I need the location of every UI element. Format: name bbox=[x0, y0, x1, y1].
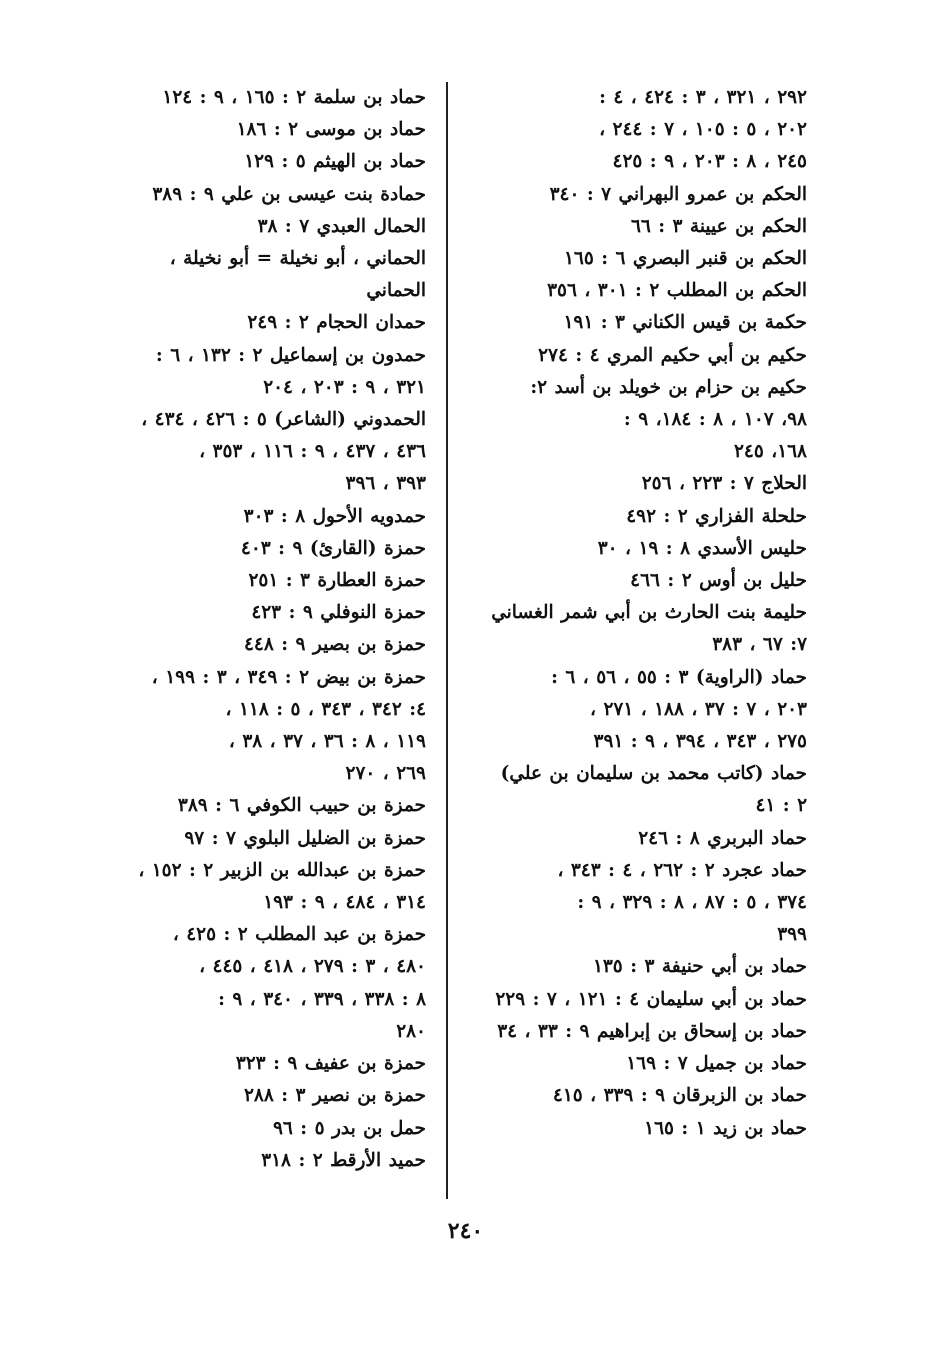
index-line: حماد بن جميل ٧ : ١٦٩ bbox=[626, 1053, 807, 1075]
index-line: حماد بن سلمة ٢ : ١٦٥ ، ٩ : ١٢٤ bbox=[162, 87, 426, 108]
index-line: ٢ : ٤١ bbox=[755, 795, 807, 817]
index-line: الحماني ، أبو نخيلة = أبو نخيلة ، bbox=[169, 248, 426, 270]
index-line: حلحلة الفزاري ٢ : ٤٩٢ bbox=[626, 505, 807, 527]
index-line: حميد الأرقط ٢ : ٣١٨ bbox=[261, 1149, 426, 1171]
index-line: ٣٧٤ ، ٥ : ٨٧ ، ٨ : ٣٢٩ ، ٩ : bbox=[577, 892, 807, 914]
index-line: ٢٩٢ ، ٣٢١ ، ٣ : ٤٢٤ ، ٤ : bbox=[599, 87, 807, 108]
index-line: حمدان الحجام ٢ : ٢٤٩ bbox=[247, 312, 426, 334]
index-line: ٣٢١ ، ٩ : ٢٠٣ ، ٢٠٤ bbox=[263, 376, 426, 398]
index-line: حكيم بن أبي حكيم المري ٤ : ٢٧٤ bbox=[538, 344, 807, 366]
index-line: حليمة بنت الحارث بن أبي شمر الغساني bbox=[491, 602, 807, 624]
index-line: ٣٩٩ bbox=[777, 924, 807, 946]
index-line: حماد بن أبي سليمان ٤ : ١٢١ ، ٧ : ٢٢٩ bbox=[495, 988, 807, 1010]
index-line: ١٦٨، ٢٤٥ bbox=[733, 441, 807, 463]
index-line: حمزة بن حبيب الكوفي ٦ : ٣٨٩ bbox=[177, 795, 426, 817]
index-line: حمزة العطارة ٣ : ٢٥١ bbox=[248, 570, 426, 592]
index-line: حماد البربري ٨ : ٢٤٦ bbox=[638, 827, 807, 849]
index-line: الحكم بن المطلب ٢ : ٣٠١ ، ٣٥٦ bbox=[547, 280, 807, 302]
index-line: حمزة بن بصير ٩ : ٤٤٨ bbox=[243, 634, 426, 656]
index-line: حمدويه الأحول ٨ : ٣٠٣ bbox=[243, 505, 426, 527]
index-line: ١١٩ ، ٨ : ٣٦ ، ٣٧ ، ٣٨ ، bbox=[228, 731, 426, 753]
index-line: حكيم بن حزام بن خويلد بن أسد ٢: bbox=[530, 376, 807, 398]
index-line: الحمال العبدي ٧ : ٣٨ bbox=[257, 215, 426, 237]
index-line: الحماني bbox=[366, 280, 426, 302]
index-line: حماد بن أبي حنيفة ٣ : ١٣٥ bbox=[592, 956, 807, 978]
index-line: الحلاج ٧ : ٢٢٣ ، ٢٥٦ bbox=[641, 473, 807, 495]
index-line: ٢٧٥ ، ٣٤٣ ، ٣٩٤ ، ٩ : ٣٩١ bbox=[593, 731, 807, 753]
index-line: حمزة بن نصير ٣ : ٢٨٨ bbox=[243, 1085, 426, 1107]
index-line: حماد بن زيد ١ : ١٦٥ bbox=[644, 1117, 807, 1139]
index-line: حمزة النوفلي ٩ : ٤٢٣ bbox=[251, 602, 426, 624]
index-line: حليل بن أوس ٢ : ٤٦٦ bbox=[630, 570, 807, 592]
index-line: حمادة بنت عيسى بن علي ٩ : ٣٨٩ bbox=[152, 183, 426, 205]
index-line: حماد بن الهيثم ٥ : ١٢٩ bbox=[244, 151, 426, 173]
index-column-left bbox=[88, 82, 426, 1177]
index-line: ٢٦٩ ، ٢٧٠ bbox=[345, 763, 426, 785]
index-line: حماد عجرد ٢ : ٢٦٢ ، ٤ : ٣٤٣ ، bbox=[557, 859, 807, 881]
index-line: ٣١٤ ، ٤٨٤ ، ٩ : ١٩٣ bbox=[263, 892, 426, 914]
index-line: ٤: ٣٤٢ ، ٣٤٣ ، ٥ : ١١٨ ، bbox=[225, 698, 426, 720]
index-line: حماد (الراوية) ٣ : ٥٥ ، ٥٦ ، ٦ : bbox=[551, 666, 807, 688]
index-line: حماد بن إسحاق بن إبراهيم ٩ : ٣٣ ، ٣٤ bbox=[497, 1020, 807, 1042]
index-line: ٨ : ٣٣٨ ، ٣٣٩ ، ٣٤٠ ، ٩ : bbox=[218, 988, 426, 1010]
index-line: الحمدوني (الشاعر) ٥ : ٤٢٦ ، ٤٣٤ ، bbox=[141, 409, 426, 431]
index-line: ٢٤٥ ، ٨ : ٢٠٣ ، ٩ : ٤٢٥ bbox=[612, 151, 807, 173]
column-divider bbox=[446, 82, 448, 1199]
page-number: ٢٤٠ bbox=[447, 1218, 484, 1244]
index-column-right bbox=[465, 82, 807, 1145]
index-line: حمزة بن الضليل البلوي ٧ : ٩٧ bbox=[184, 827, 426, 849]
index-line: ٣٩٣ ، ٣٩٦ bbox=[345, 473, 426, 495]
index-line: ٤٨٠ ، ٣ : ٢٧٩ ، ٤١٨ ، ٤٤٥ ، bbox=[199, 956, 426, 978]
index-line: ٢٠٢ ، ٥ : ١٠٥ ، ٧ : ٢٤٤ ، bbox=[599, 119, 807, 141]
index-line: ٢٠٣ ، ٧ : ٣٧ ، ١٨٨ ، ٢٧١ ، bbox=[590, 698, 807, 720]
index-line: ٢٨٠ bbox=[396, 1020, 426, 1042]
index-line: حماد بن الزبرقان ٩ : ٣٣٩ ، ٤١٥ bbox=[552, 1085, 807, 1107]
index-line: حماد (كاتب محمد بن سليمان بن علي) bbox=[500, 763, 807, 785]
index-line: الحكم بن عيينة ٣ : ٦٦ bbox=[630, 215, 807, 237]
index-line: ٤٣٦ ، ٤٣٧ ، ٩ : ١١٦ ، ٣٥٣ ، bbox=[199, 441, 426, 463]
index-line: حمزة بن عبدالله بن الزبير ٢ : ١٥٢ ، bbox=[138, 859, 426, 881]
index-line: حمزة بن عفيف ٩ : ٣٢٣ bbox=[235, 1053, 426, 1075]
index-line: الحكم بن عمرو البهراني ٧ : ٣٤٠ bbox=[549, 183, 807, 205]
index-line: حمل بن بدر ٥ : ٩٦ bbox=[272, 1117, 426, 1139]
index-line: حمزة بن بيض ٢ : ٣٤٩ ، ٣ : ١٩٩ ، bbox=[151, 666, 426, 688]
index-line: حماد بن موسى ٢ : ١٨٦ bbox=[236, 119, 426, 141]
index-line: حليس الأسدي ٨ : ١٩ ، ٣٠ bbox=[597, 537, 807, 559]
index-line: ٧: ٦٧ ، ٣٨٣ bbox=[712, 634, 807, 656]
index-line: الحكم بن قنبر البصري ٦ : ١٦٥ bbox=[563, 248, 807, 270]
index-line: حكمة بن قيس الكناني ٣ : ١٩١ bbox=[563, 312, 807, 334]
index-line: حمزة بن عبد المطلب ٢ : ٤٢٥ ، bbox=[172, 924, 426, 946]
index-line: ٩٨، ١٠٧ ، ٨ : ١٨٤، ٩ : bbox=[623, 409, 807, 431]
index-line: حمزة (القارئ) ٩ : ٤٠٣ bbox=[240, 537, 426, 559]
index-line: حمدون بن إسماعيل ٢ : ١٣٢ ، ٦ : bbox=[155, 344, 426, 366]
